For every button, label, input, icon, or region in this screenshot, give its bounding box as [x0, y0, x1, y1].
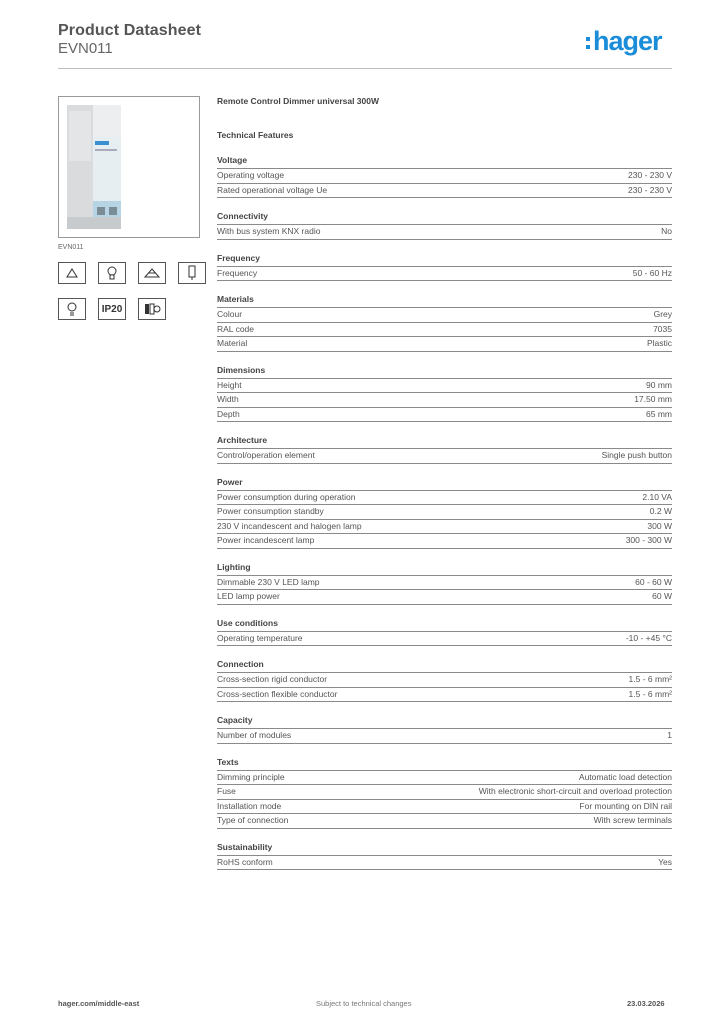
spec-label: Dimmable 230 V LED lamp [217, 576, 320, 587]
dimmer-module-illustration [59, 97, 199, 237]
spec-row [217, 800, 672, 815]
spec-label: Cross-section flexible conductor [217, 688, 338, 699]
section-title: Voltage [217, 155, 672, 169]
spec-row [217, 408, 672, 423]
section-title: Materials [217, 294, 672, 308]
spec-label: Operating temperature [217, 632, 303, 643]
spec-value: With electronic short-circuit and overload protection [478, 786, 672, 796]
spec-label: Type of connection [217, 815, 289, 825]
spec-value: 0.2 W [649, 506, 672, 516]
spec-row [217, 491, 672, 506]
spec-value: 1.5 - 6 mm² [628, 674, 672, 684]
fluorescent-tube-icon [178, 262, 206, 284]
section-title: Sustainability [217, 842, 672, 856]
section-title: Connectivity [217, 211, 672, 225]
spec-value: 60 W [652, 591, 672, 601]
spec-value: 7035 [653, 323, 672, 334]
spec-label: Depth [217, 408, 240, 419]
section-title: Dimensions [217, 365, 672, 379]
spec-label: Control/operation element [217, 450, 315, 460]
spec-label: Installation mode [217, 800, 282, 811]
spec-section [217, 562, 672, 605]
spec-section [217, 211, 672, 240]
section-title: Lighting [217, 562, 672, 576]
spec-row [217, 323, 672, 338]
spec-value: With screw terminals [593, 815, 672, 825]
spec-value: Grey [653, 309, 672, 319]
spec-row [217, 576, 672, 591]
spec-row [217, 337, 672, 352]
product-image [58, 96, 200, 238]
spec-label: RAL code [217, 323, 255, 334]
section-title: Use conditions [217, 618, 672, 632]
spec-row [217, 449, 672, 464]
spec-label: Colour [217, 309, 243, 319]
spec-row [217, 184, 672, 199]
spec-row [217, 534, 672, 549]
spec-value: No [661, 226, 672, 236]
spec-section [217, 155, 672, 198]
spec-label: Operating voltage [217, 170, 285, 180]
spec-value: Plastic [646, 338, 672, 348]
spec-label: Width [217, 394, 239, 404]
ceiling-lamp-icon [58, 262, 86, 284]
section-title: Capacity [217, 715, 672, 729]
spec-value: 2.10 VA [642, 491, 672, 502]
spec-value: 230 - 230 V [628, 184, 672, 195]
spec-label: Power consumption standby [217, 506, 324, 516]
spec-value: 90 mm [646, 379, 672, 390]
spec-label: Dimming principle [217, 771, 285, 782]
spec-sections [217, 155, 672, 870]
spec-section [217, 365, 672, 423]
spec-value: 1.5 - 6 mm² [628, 688, 672, 699]
ip-rating-badge: IP20 [98, 298, 126, 320]
section-title: Frequency [217, 253, 672, 267]
spec-value: 65 mm [646, 408, 672, 419]
logo-wordmark: hager [593, 26, 662, 56]
spec-value: 300 - 300 W [625, 535, 672, 545]
spec-row [217, 520, 672, 535]
spec-row [217, 225, 672, 240]
din-rail-module-icon [138, 298, 166, 320]
spec-row [217, 169, 672, 184]
spec-value: 230 - 230 V [628, 170, 672, 180]
spec-section [217, 477, 672, 549]
spec-label: Power incandescent lamp [217, 535, 315, 545]
spec-label: Material [217, 338, 248, 348]
spec-row [217, 729, 672, 744]
spec-label: RoHS conform [217, 856, 273, 867]
spec-row [217, 856, 672, 871]
spec-content [217, 92, 672, 870]
product-code-caption: EVN011 [58, 244, 84, 251]
spec-value: For mounting on DIN rail [579, 800, 672, 811]
spec-row [217, 590, 672, 605]
spec-row [217, 673, 672, 688]
spec-section [217, 435, 672, 464]
spec-label: Cross-section rigid conductor [217, 674, 328, 684]
spec-label: With bus system KNX radio [217, 226, 321, 236]
section-title: Architecture [217, 435, 672, 449]
spec-value: Yes [658, 856, 672, 867]
spec-label: Height [217, 379, 242, 390]
spec-label: Fuse [217, 786, 236, 796]
spec-row [217, 267, 672, 282]
spec-value: 1 [667, 730, 672, 740]
spec-row [217, 771, 672, 786]
spec-row [217, 785, 672, 800]
spec-label: LED lamp power [217, 591, 280, 601]
page-subtitle: EVN011 [58, 40, 113, 57]
halogen-bulb-icon [98, 262, 126, 284]
spec-row [217, 632, 672, 647]
spec-label: Frequency [217, 267, 258, 278]
technical-features-heading: Technical Features [217, 130, 294, 140]
spec-row [217, 393, 672, 408]
spec-label: 230 V incandescent and halogen lamp [217, 520, 362, 531]
section-title: Texts [217, 757, 672, 771]
led-bulb-icon [58, 298, 86, 320]
spec-value: Automatic load detection [578, 771, 672, 782]
logo-dots [586, 37, 590, 49]
spec-section [217, 618, 672, 647]
spec-value: 50 - 60 Hz [632, 267, 672, 278]
spec-label: Number of modules [217, 730, 292, 740]
hager-logo [586, 26, 662, 56]
spec-value: 60 - 60 W [635, 576, 672, 587]
spec-row [217, 688, 672, 703]
footer-date: 23.03.2026 [627, 999, 665, 1008]
spec-section [217, 253, 672, 282]
product-name: Remote Control Dimmer universal 300W [217, 96, 380, 106]
page-title: Product Datasheet [58, 22, 202, 39]
footer-notice: Subject to technical changes [316, 999, 412, 1008]
spec-section [217, 659, 672, 702]
spec-section [217, 715, 672, 744]
spec-value: -10 - +45 °C [625, 632, 672, 643]
spec-row [217, 379, 672, 394]
spec-section [217, 294, 672, 352]
section-title: Connection [217, 659, 672, 673]
footer-website: hager.com/middle-east [58, 999, 140, 1008]
spec-label: Power consumption during operation [217, 491, 356, 502]
spec-row [217, 505, 672, 520]
spec-section [217, 757, 672, 829]
spec-value: Single push button [601, 450, 672, 460]
header-divider [58, 68, 672, 69]
spec-value: 300 W [647, 520, 672, 531]
spec-value: 17.50 mm [634, 394, 672, 404]
spec-label: Rated operational voltage Ue [217, 184, 328, 195]
spec-section [217, 842, 672, 871]
transformer-icon [138, 262, 166, 284]
spec-row [217, 308, 672, 323]
spec-row [217, 814, 672, 829]
section-title: Power [217, 477, 672, 491]
